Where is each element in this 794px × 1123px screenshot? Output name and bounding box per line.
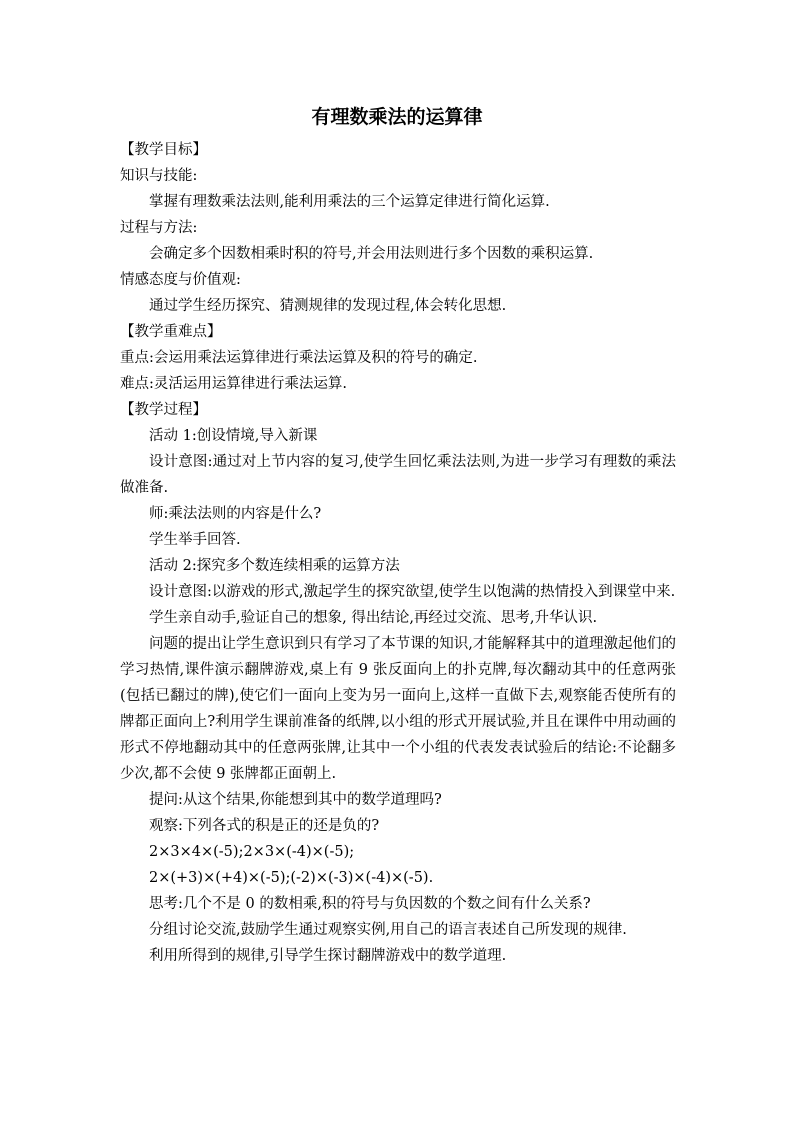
text-line: 情感态度与价值观: — [120, 272, 241, 288]
indented-line: 2×(+3)×(+4)×(-5);(-2)×(-3)×(-4)×(-5). — [149, 870, 434, 886]
indented-line: 学生举手回答. — [149, 532, 241, 548]
text-line: 【教学过程】 — [120, 402, 207, 418]
indented-line: 观察:下列各式的积是正的还是负的? — [149, 818, 380, 834]
indented-line: 会确定多个因数相乘时积的符号,并会用法则进行多个因数的乘积运算. — [149, 246, 594, 262]
paragraph: 设计意图:以游戏的形式,激起学生的探究欲望,使学生以饱满的热情投入到课堂中来. — [149, 584, 676, 600]
text-line: 【教学目标】 — [120, 142, 207, 158]
text-line: 知识与技能: — [120, 168, 198, 184]
text-line: 过程与方法: — [120, 220, 198, 236]
document-title: 有理数乘法的运算律 — [311, 106, 483, 128]
text-line: 难点:灵活运用运算律进行乘法运算. — [120, 376, 347, 392]
indented-line: 思考:几个不是 0 的数相乘,积的符号与负因数的个数之间有什么关系? — [149, 896, 591, 912]
indented-line: 学生亲自动手,验证自己的想象, 得出结论,再经过交流、思考,升华认识. — [149, 610, 598, 626]
indented-line: 活动 1:创设情境,导入新课 — [149, 428, 318, 444]
paragraph: 问题的提出让学生意识到只有学习了本节课的知识,才能解释其中的道理激起他们的学习热情,课件演示翻牌游戏,桌上有 9 张反面向上的扑克牌,每次翻动其中的任意两张(包括已翻过的牌),使它们一面向上变为另一面向上,这样一直做下去,观察能否使所有的牌都正面向上?利用学生课前准备的纸牌,以小组的形式开展试验,并且在课件中用动画的形式不停地翻动其中的任意两张牌,让其中一个小组的代表发表试验后的结论:不论翻多少次,都不会使 9 张牌都正面朝上. — [120, 636, 676, 782]
document-body — [120, 137, 676, 969]
indented-line: 2×3×4×(-5);2×3×(-4)×(-5); — [149, 844, 355, 860]
indented-line: 利用所得到的规律,引导学生探讨翻牌游戏中的数学道理. — [149, 948, 507, 964]
indented-line: 师:乘法法则的内容是什么? — [149, 506, 322, 522]
paragraph: 设计意图:通过对上节内容的复习,使学生回忆乘法法则,为进一步学习有理数的乘法做准备. — [120, 454, 676, 496]
text-line: 【教学重难点】 — [120, 324, 222, 340]
paragraph: 分组讨论交流,鼓励学生通过观察实例,用自己的语言表述自己所发现的规律. — [149, 922, 627, 938]
indented-line: 掌握有理数乘法法则,能利用乘法的三个运算定律进行简化运算. — [149, 194, 550, 210]
indented-line: 通过学生经历探究、猜测规律的发现过程,体会转化思想. — [149, 298, 507, 314]
text-line: 重点:会运用乘法运算律进行乘法运算及积的符号的确定. — [120, 350, 478, 366]
indented-line: 活动 2:探究多个数连续相乘的运算方法 — [149, 558, 400, 574]
indented-line: 提问:从这个结果,你能想到其中的数学道理吗? — [149, 792, 442, 808]
